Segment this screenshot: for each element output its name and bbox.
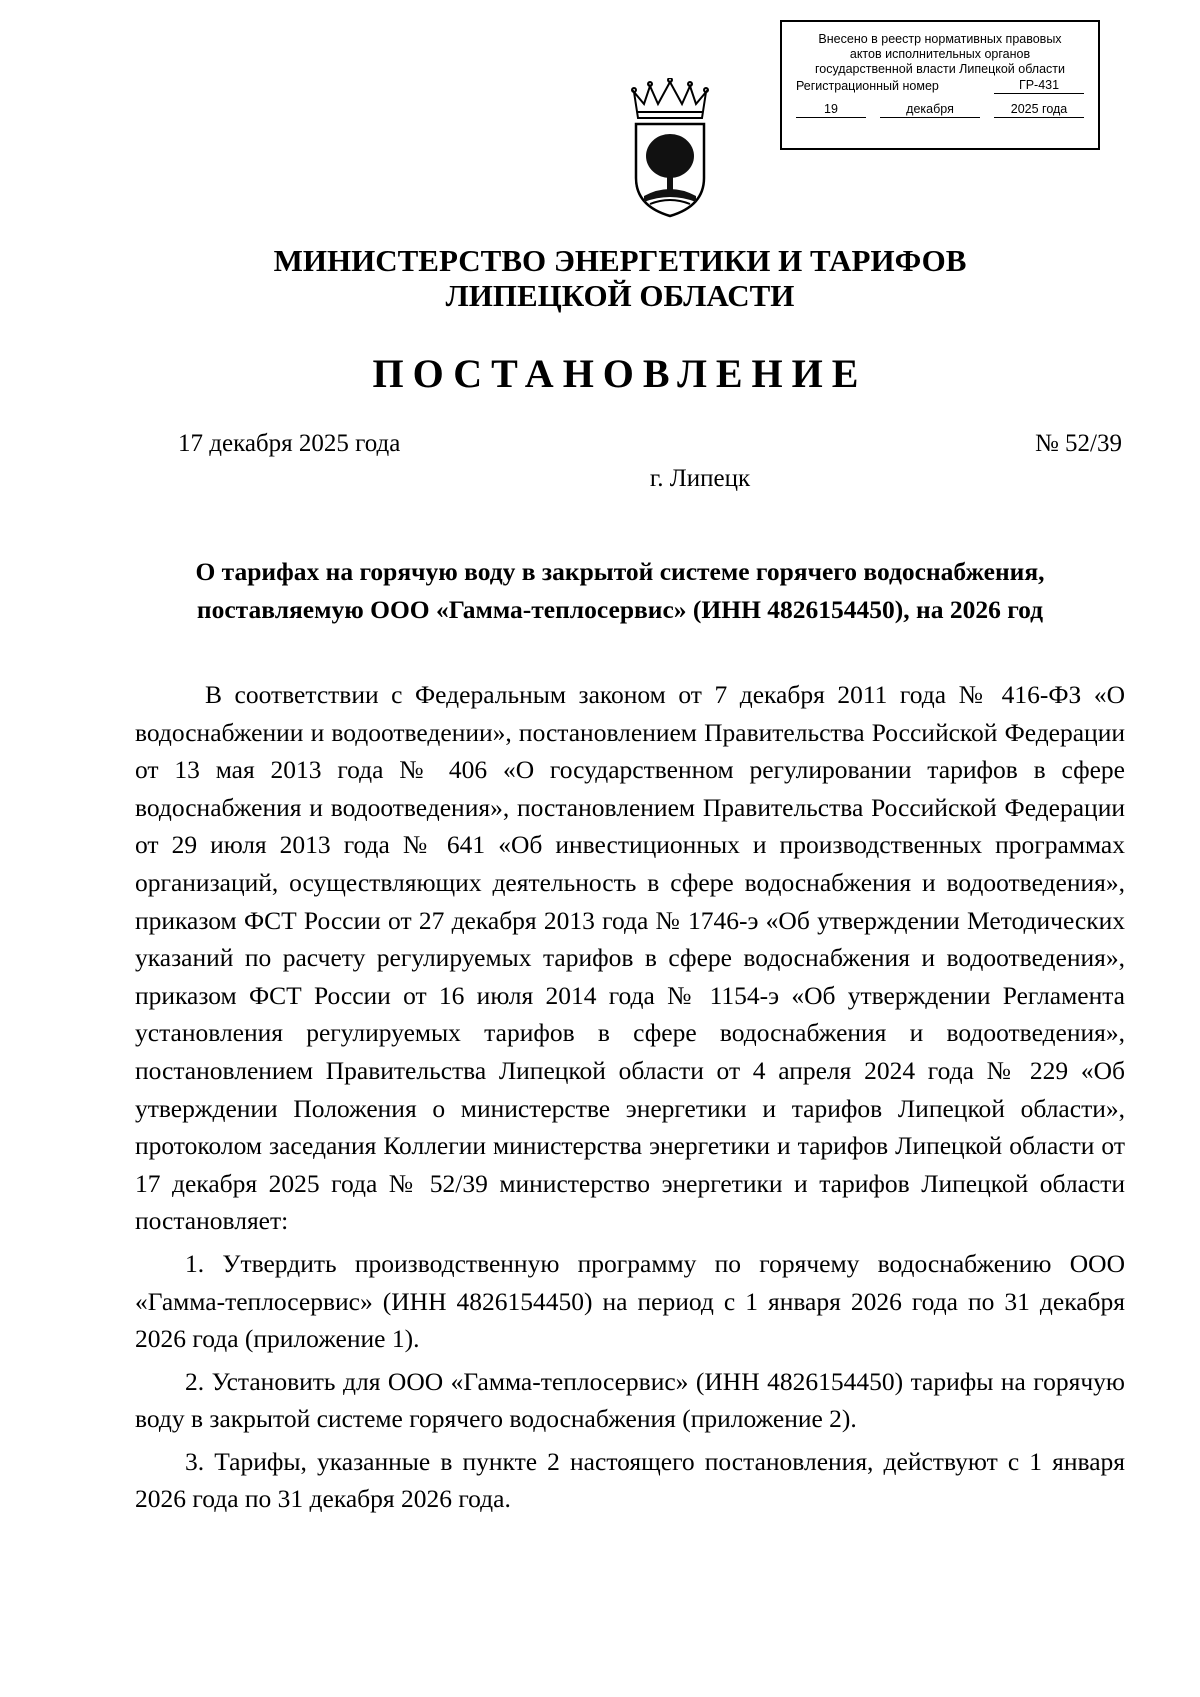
stamp-reg-number: ГР-431 — [994, 78, 1084, 94]
ministry-line-2: ЛИПЕЦКОЙ ОБЛАСТИ — [445, 278, 795, 313]
ministry-name — [0, 243, 1200, 313]
clause-3: 3. Тарифы, указанные в пункте 2 настоящего постановления, действуют с 1 января 2026 года по 31 декабря 2026 года. — [135, 1446, 1125, 1514]
stamp-date — [790, 102, 1090, 118]
document-number: № 52/39 — [1034, 430, 1122, 457]
document-subject — [130, 553, 1110, 629]
document-body — [135, 676, 1125, 1518]
stamp-line-3: государственной власти Липецкой области — [814, 62, 1066, 76]
preamble-paragraph: В соответствии с Федеральным законом от 7 декабря 2011 года № 416-ФЗ «О водоснабжении и водоотведении», постановлением Правительства Российской Федерации от 13 мая 2013 года № 406 «О государственном регулировании тарифов в сфере водоснабжения и водоотведения», постановлением Правительства Российской Федерации от 29 июля 2013 года № 641 «Об инвестиционных и производственных программах организаций, осуществляющих деятельность в сфере водоснабжения и водоотведения», приказом ФСТ России от 27 декабря 2013 года № 1746-э «Об утверждении Методических указаний по расчету регулируемых тарифов в сфере водоснабжения и водоотведения», приказом ФСТ России от 16 июля 2014 года № 1154-э «Об утверждении Регламента установления регулируемых тарифов в сфере водоснабжения и водоотведения», постановлением Правительства Липецкой области от 4 апреля 2024 года № 229 «Об утверждении Положения о министерстве энергетики и тарифов Липецкой области», протоколом заседания Коллегии министерства энергетики и тарифов Липецкой области от 17 декабря 2025 года № 52/39 министерство энергетики и тарифов Липецкой области постановляет: — [135, 680, 1125, 1236]
stamp-reg-label: Регистрационный номер — [796, 79, 939, 93]
document-city-wrap — [0, 465, 1200, 493]
stamp-line-1: Внесено в реестр нормативных правовых — [818, 32, 1062, 46]
stamp-day: 19 — [796, 102, 866, 118]
stamp-line-2: актов исполнительных органов — [849, 47, 1031, 61]
subject-line-1: О тарифах на горячую воду в закрытой системе горячего водоснабжения, — [195, 557, 1045, 586]
stamp-month: декабря — [880, 102, 980, 118]
document-type: ПОСТАНОВЛЕНИЕ — [372, 351, 868, 396]
subject-line-2: поставляемую ООО «Гамма-теплосервис» (ИНН 4826154450), на 2026 год — [196, 595, 1044, 624]
stamp-year: 2025 года — [994, 102, 1084, 118]
document-date: 17 декабря 2025 года — [178, 430, 401, 457]
registry-stamp — [780, 20, 1100, 150]
coat-of-arms-icon — [630, 78, 710, 218]
stamp-registration — [790, 78, 1090, 94]
clause-1: 1. Утвердить производственную программу по горячему водоснабжению ООО «Гамма-теплосервис» (ИНН 4826154450) на период с 1 января 2026 года по 31 декабря 2026 года (приложение 1). — [135, 1248, 1125, 1354]
clause-2: 2. Установить для ООО «Гамма-теплосервис» (ИНН 4826154450) тарифы на горячую воду в закрытой системе горячего водоснабжения (приложение 2). — [135, 1366, 1125, 1434]
document-city: г. Липецк — [649, 465, 751, 492]
ministry-line-1: МИНИСТЕРСТВО ЭНЕРГЕТИКИ И ТАРИФОВ — [273, 243, 967, 278]
